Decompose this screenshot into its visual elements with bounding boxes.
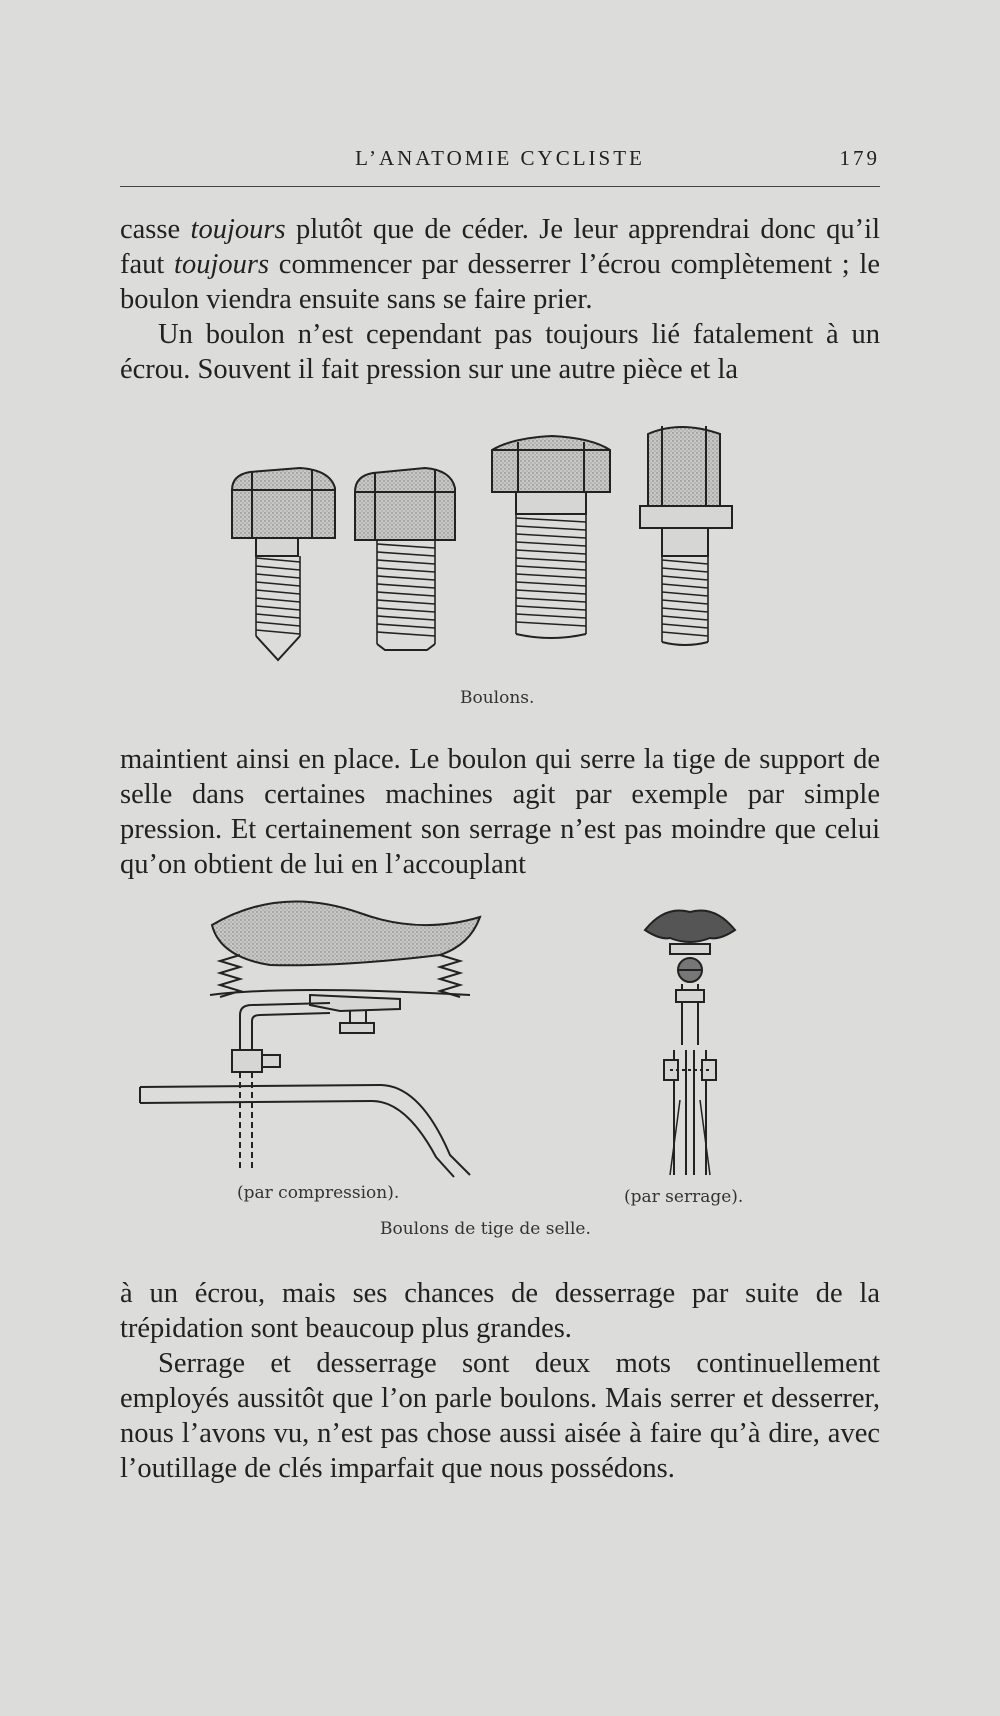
text-block-2 (120, 742, 880, 882)
italic-word: toujours (190, 214, 286, 245)
paragraph: Serrage et desserrage sont deux mots continuellement employés aussitôt que l’on parle boulons. Mais serrer et desserrer, nous l’avons vu, n’est pas chose aussi aisée à faire qu’à dire, avec l’outillage de clés imparfait que nous possédons. (120, 1348, 880, 1484)
text-run: plutôt que de céder. Je leur apprendrai donc qu’il faut (120, 214, 880, 280)
text-block-3 (120, 1276, 880, 1486)
bolts-illustration (220, 420, 760, 690)
bolt-3 (492, 436, 610, 638)
running-head: L’ANATOMIE CYCLISTE (355, 146, 645, 170)
figure-1-caption: Boulons. (460, 688, 535, 708)
figure-2-left-label: (par compression). (237, 1183, 400, 1203)
paragraph-continued: maintient ainsi en place. Le boulon qui serre la tige de support de selle dans certaines machines agit par exemple par simple pression. Et certainement son serrage n’est pas moindre que celui qu’on obtient de lui en l’accouplant (120, 744, 880, 880)
saddle-clamp-illustration (640, 900, 740, 1180)
figure-2-caption: Boulons de tige de selle. (380, 1219, 591, 1239)
bolt-2 (355, 468, 455, 650)
italic-word: toujours (174, 249, 270, 280)
paragraph-continued (120, 212, 880, 317)
bolt-4 (640, 426, 732, 645)
text-block-1 (120, 212, 880, 387)
page-number: 179 (839, 146, 880, 170)
page-header (120, 146, 880, 187)
text-run: casse (120, 214, 191, 245)
text-run: commencer par desserrer l’écrou complètement ; le boulon viendra ensuite sans se faire prier. (120, 249, 880, 315)
figure-2-right-label: (par serrage). (624, 1187, 744, 1207)
bolt-1 (232, 468, 335, 660)
saddle-compression-illustration (140, 895, 500, 1180)
paragraph-continued: à un écrou, mais ses chances de desserrage par suite de la trépidation sont beaucoup plus grandes. (120, 1278, 880, 1344)
paragraph: Un boulon n’est cependant pas toujours lié fatalement à un écrou. Souvent il fait pression sur une autre pièce et la (120, 319, 880, 385)
